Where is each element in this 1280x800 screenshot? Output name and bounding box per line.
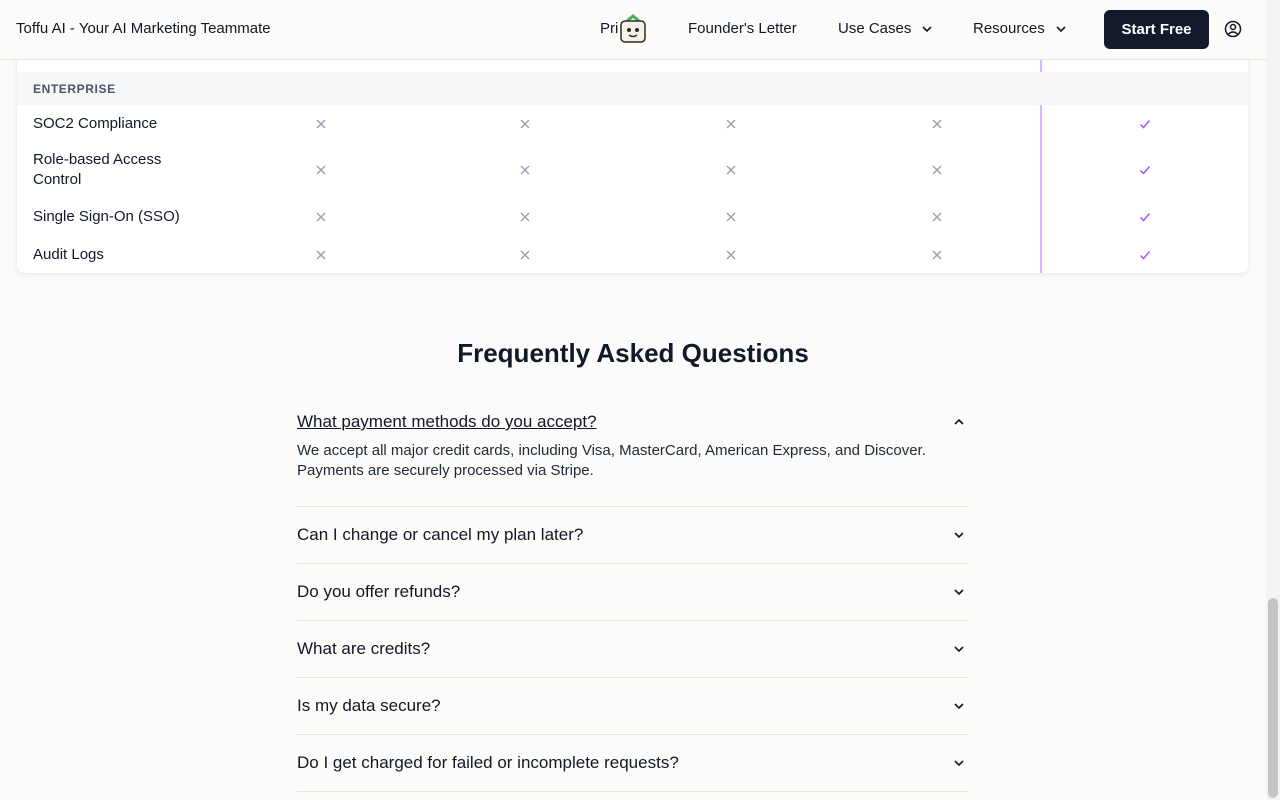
faq-item[interactable]: [297, 564, 968, 621]
faq-question[interactable]: What payment methods do you accept?: [297, 412, 597, 431]
check-icon: [1139, 211, 1151, 223]
x-icon: [725, 118, 737, 130]
x-icon: [519, 211, 531, 223]
x-icon: [315, 211, 327, 223]
faq-item[interactable]: [297, 678, 968, 735]
check-icon: [1139, 164, 1151, 176]
chevron-down-icon[interactable]: [952, 756, 966, 770]
pricing-comparison-table: [17, 40, 1248, 273]
faq-item[interactable]: [297, 507, 968, 564]
table-row: [17, 142, 1248, 198]
feature-label: Audit Logs: [33, 246, 104, 263]
faq-question[interactable]: Do you offer refunds?: [297, 582, 461, 601]
table-section-header: [17, 72, 1248, 105]
chevron-down-icon: [921, 23, 933, 35]
faq-question[interactable]: Can I change or cancel my plan later?: [297, 525, 584, 544]
nav-resources[interactable]: [973, 20, 1067, 37]
check-icon: [1139, 249, 1151, 261]
chevron-up-icon[interactable]: [952, 415, 966, 429]
faq-item[interactable]: [297, 735, 968, 792]
x-icon: [519, 164, 531, 176]
nav-founders-letter-label: Founder's Letter: [688, 20, 797, 37]
brand-title[interactable]: Toffu AI - Your AI Marketing Teammate: [16, 20, 271, 37]
x-icon: [931, 249, 943, 261]
mascot-icon: [618, 12, 648, 44]
chevron-down-icon[interactable]: [952, 642, 966, 656]
top-navbar: [0, 0, 1266, 60]
check-icon: [1139, 118, 1151, 130]
user-account-icon[interactable]: [1224, 20, 1242, 38]
faq-heading: Frequently Asked Questions: [457, 338, 809, 368]
faq-question[interactable]: What are credits?: [297, 639, 431, 658]
chevron-down-icon[interactable]: [952, 528, 966, 542]
chevron-down-icon[interactable]: [952, 585, 966, 599]
table-row: [17, 105, 1248, 142]
faq-item[interactable]: [297, 621, 968, 678]
faq-answer: We accept all major credit cards, including Visa, MasterCard, American Express, and Discover. Payments are securely processed via Stripe.: [297, 442, 926, 479]
feature-label: Single Sign-On (SSO): [33, 208, 180, 225]
nav-use-cases-label: Use Cases: [838, 20, 912, 37]
chevron-down-icon: [1055, 23, 1067, 35]
chevron-down-icon[interactable]: [952, 699, 966, 713]
nav-pricing[interactable]: Pri: [600, 20, 619, 37]
x-icon: [931, 118, 943, 130]
x-icon: [315, 164, 327, 176]
x-icon: [725, 211, 737, 223]
table-row: [17, 236, 1248, 273]
x-icon: [519, 118, 531, 130]
x-icon: [931, 211, 943, 223]
feature-label: SOC2 Compliance: [33, 115, 158, 132]
x-icon: [315, 118, 327, 130]
x-icon: [725, 249, 737, 261]
x-icon: [931, 164, 943, 176]
section-label: ENTERPRISE: [33, 82, 116, 96]
nav-use-cases[interactable]: [838, 20, 933, 37]
x-icon: [725, 164, 737, 176]
faq-question[interactable]: Is my data secure?: [297, 696, 441, 715]
x-icon: [315, 249, 327, 261]
nav-founders-letter[interactable]: [688, 20, 797, 37]
start-free-button[interactable]: Start Free: [1104, 10, 1209, 49]
feature-label: Role-based Access Control: [33, 151, 162, 188]
faq-question[interactable]: Do I get charged for failed or incomplete requests?: [297, 753, 679, 772]
nav-resources-label: Resources: [973, 20, 1045, 37]
scrollbar-thumb[interactable]: [1268, 598, 1278, 798]
faq-item[interactable]: [297, 393, 968, 507]
table-row: [17, 198, 1248, 236]
x-icon: [519, 249, 531, 261]
